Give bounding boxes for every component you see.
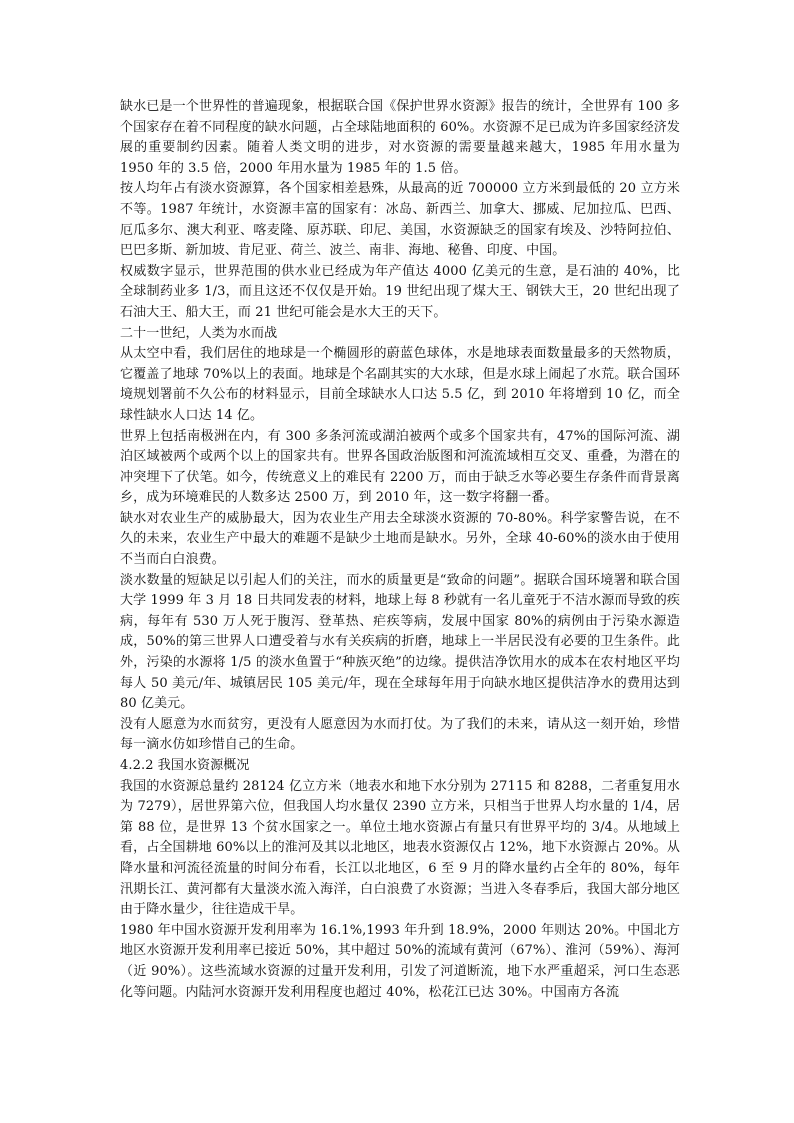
paragraph-china-utilization-rate: 1980 年中国水资源开发利用率为 16.1%,1993 年升到 18.9%，2000 年则达 20%。中国北方地区水资源开发利用率已接近 50%，其中超过 50%的流域有黄河（67%）、淮河（59%）、海河（近 90%）。这些流域水资源的过量开发利用，引发了河道断流，地下水严重超采，河口生态恶化等问题。内陆河水资源开发利用程度也超过 40%，松花江已达 30%。中国南方各流 [120,922,680,1000]
paragraph-per-capita-freshwater: 按人均年占有淡水资源算，各个国家相差悬殊，从最高的近 700000 立方米到最低的 20 立方米不等。1987 年统计，水资源丰富的国家有：冰岛、新西兰、加拿大、挪威、尼加拉瓜、巴西、厄瓜多尔、澳大利亚、喀麦隆、原苏联、印尼、美国，水资源缺乏的国家有埃及、沙特阿拉伯、巴巴多斯、新加坡、肯尼亚、荷兰、波兰、南非、海地、秘鲁、印度、中国。 [120,181,680,259]
section-heading-water-war: 二十一世纪，人类为水而战 [120,325,278,341]
paragraph-agriculture-threat: 缺水对农业生产的威胁最大，因为农业生产用去全球淡水资源的 70-80%。科学家警告说，在不久的未来，农业生产中最大的难题不是缺少土地而是缺水。另外，全球 40-60%的淡水由于使用不当而白白浪费。 [120,510,680,568]
paragraph-water-industry-value: 权威数字显示，世界范围的供水业已经成为年产值达 4000 亿美元的生意，是石油的 40%，比全球制药业多 1/3，而且这还不仅仅是开始。19 世纪出现了煤大王、钢铁大王，20 世纪出现了石油大王、船大王，而 21 世纪可能会是水大王的天下。 [120,263,680,320]
section-heading-china-water: 4.2.2 我国水资源概况 [120,758,250,773]
paragraph-cherish-water: 没有人愿意为水而贫穷，更没有人愿意因为水而打仗。为了我们的未来，请从这一刻开始，珍惜每一滴水仿如珍惜自己的生命。 [120,716,680,753]
paragraph-earth-from-space: 从太空中看，我们居住的地球是一个椭圆形的蔚蓝色球体，水是地球表面数量最多的天然物质，它覆盖了地球 70%以上的表面。地球是个名副其实的大水球，但是水球上闹起了水荒。联合国环境规划署前不久公布的材料显示，目前全球缺水人口达 5.5 亿，到 2010 年将增到 10 亿，而全球性缺水人口达 14 亿。 [120,346,680,423]
document-page [120,97,680,1003]
paragraph-china-water-total: 我国的水资源总量约 28124 亿立方米（地表水和地下水分别为 27115 和 8288，二者重复用水为 7279），居世界第六位，但我国人均水量仅 2390 立方米，只相当于世界人均水量的 1/4，居第 88 位，是世界 13 个贫水国家之一。单位土地水资源占有量只有世界平均的 3/4。从地域上看，占全国耕地 60%以上的淮河及其以北地区，地表水资源仅占 12%，地下水资源占 20%。从降水量和河流径流量的时间分布看，长江以北地区，6 至 9 月的降水量约占全年的 80%，每年汛期长江、黄河都有大量淡水流入海洋，白白浪费了水资源；当进入冬春季后，我国大部分地区由于降水量少，往往造成干旱。 [120,778,680,918]
paragraph-shared-rivers: 世界上包括南极洲在内，有 300 多条河流或湖泊被两个或多个国家共有，47%的国际河流、湖泊区域被两个或两个以上的国家共有。世界各国政治版图和河流流域相互交叉、重叠，为潜在的冲突埋下了伏笔。如今，传统意义上的难民有 2200 万，而由于缺乏水等必要生存条件而背景离乡，成为环境难民的人数多达 2500 万，到 2010 年，这一数字将翻一番。 [120,428,680,506]
paragraph-global-water-shortage: 缺水已是一个世界性的普遍现象，根据联合国《保护世界水资源》报告的统计，全世界有 100 多个国家存在着不同程度的缺水问题，占全球陆地面积的 60%。水资源不足已成为许多国家经济发展的重要制约因素。随着人类文明的进步，对水资源的需要量越来越大，1985 年用水量为 1950 年的 3.5 倍，2000 年用水量为 1985 年的 1.5 倍。 [120,99,680,176]
paragraph-water-quality: 淡水数量的短缺足以引起人们的关注，而水的质量更是“致命的问题”。据联合国环境署和联合国大学 1999 年 3 月 18 日共同发表的材料，地球上每 8 秒就有一名儿童死于不洁水源而导致的疾病，每年有 530 万人死于腹泻、登革热、疟疾等病，发展中国家 80%的病例由于污染水源造成，50%的第三世界人口遭受着与水有关疾病的折磨，地球上一半居民没有必要的卫生条件。此外，污染的水源将 1/5 的淡水鱼置于“种族灭绝”的边缘。提供洁净饮用水的成本在农村地区平均每人 50 美元/年、城镇居民 105 美元/年，现在全球每年用于向缺水地区提供洁净水的费用达到 80 亿美元。 [120,572,680,712]
